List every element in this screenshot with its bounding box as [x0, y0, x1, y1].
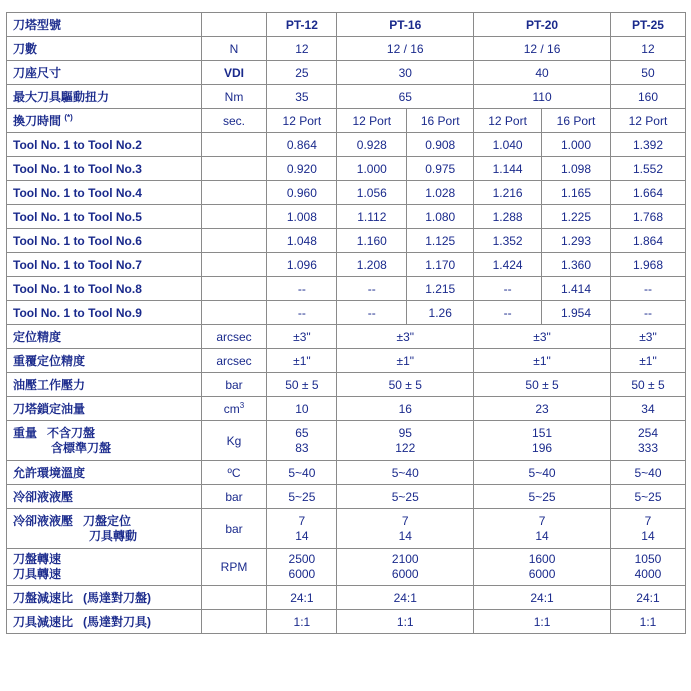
cell: 95 122 — [337, 421, 474, 461]
row-label: 重量 不含刀盤 含標準刀盤 — [7, 421, 202, 461]
cell: 1.000 — [337, 157, 407, 181]
row-label: Tool No. 1 to Tool No.3 — [7, 157, 202, 181]
cell: -- — [337, 277, 407, 301]
table-row — [7, 325, 686, 349]
cell: 0.928 — [337, 133, 407, 157]
cell: 50 ± 5 — [337, 373, 474, 397]
cell: 23 — [474, 397, 611, 421]
cell: -- — [610, 301, 685, 325]
cell: 0.864 — [267, 133, 337, 157]
table-row — [7, 37, 686, 61]
cell: 7 14 — [337, 509, 474, 549]
row-label: 定位精度 — [7, 325, 202, 349]
cell: 1.392 — [610, 133, 685, 157]
cell: 5~25 — [337, 485, 474, 509]
table-row — [7, 61, 686, 85]
row-unit — [201, 301, 267, 325]
cell: 1.028 — [407, 181, 474, 205]
row-label: Tool No. 1 to Tool No.9 — [7, 301, 202, 325]
row-label: 刀盤轉速 刀具轉速 — [7, 549, 202, 586]
row-label: 換刀時間 (*) — [7, 109, 202, 133]
cell: 50 ± 5 — [267, 373, 337, 397]
footnote-mark: (*) — [64, 113, 73, 122]
cell: ±3" — [337, 325, 474, 349]
unit-superscript: 3 — [239, 401, 245, 410]
cell: 1:1 — [267, 610, 337, 634]
table-row — [7, 133, 686, 157]
cell: 65 — [337, 85, 474, 109]
cell: 12 Port — [337, 109, 407, 133]
cell: -- — [267, 301, 337, 325]
row-label: Tool No. 1 to Tool No.5 — [7, 205, 202, 229]
table-row — [7, 349, 686, 373]
spec-table — [6, 12, 686, 634]
cell: 1.098 — [542, 157, 611, 181]
row-label: 刀數 — [7, 37, 202, 61]
cell: 12 Port — [610, 109, 685, 133]
cell: 30 — [337, 61, 474, 85]
cell: 1.170 — [407, 253, 474, 277]
row-unit: RPM — [201, 549, 267, 586]
cell: ±3" — [610, 325, 685, 349]
table-row — [7, 253, 686, 277]
cell: 1:1 — [337, 610, 474, 634]
row-label: 油壓工作壓力 — [7, 373, 202, 397]
cell: 5~40 — [610, 461, 685, 485]
cell: 12 Port — [474, 109, 542, 133]
cell: -- — [474, 277, 542, 301]
cell: 7 14 — [610, 509, 685, 549]
row-unit: Nm — [201, 85, 267, 109]
row-unit — [201, 157, 267, 181]
table-row — [7, 109, 686, 133]
cell: 1.112 — [337, 205, 407, 229]
cell: 5~40 — [474, 461, 611, 485]
row-label: 刀盤減速比 (馬達對刀盤) — [7, 586, 202, 610]
cell: 1.414 — [542, 277, 611, 301]
cell: 16 Port — [542, 109, 611, 133]
cell: ±1" — [610, 349, 685, 373]
model-pt20: PT-20 — [474, 13, 611, 37]
cell: 1.008 — [267, 205, 337, 229]
row-label: 刀塔鎖定油量 — [7, 397, 202, 421]
cell: 7 14 — [474, 509, 611, 549]
cell: 1.26 — [407, 301, 474, 325]
row-label: Tool No. 1 to Tool No.6 — [7, 229, 202, 253]
cell: 1.664 — [610, 181, 685, 205]
table-row — [7, 461, 686, 485]
cell: 1.000 — [542, 133, 611, 157]
table-row — [7, 301, 686, 325]
cell: 2500 6000 — [267, 549, 337, 586]
row-label: 允許環境溫度 — [7, 461, 202, 485]
cell: 24:1 — [337, 586, 474, 610]
cell: 2100 6000 — [337, 549, 474, 586]
cell: 12 / 16 — [337, 37, 474, 61]
cell: 16 Port — [407, 109, 474, 133]
table-row — [7, 586, 686, 610]
row-unit — [201, 205, 267, 229]
header-label: 刀塔型號 — [7, 13, 202, 37]
table-row — [7, 85, 686, 109]
cell: 5~40 — [337, 461, 474, 485]
row-label: 冷卻液液壓 — [7, 485, 202, 509]
cell: 1.160 — [337, 229, 407, 253]
cell: 151 196 — [474, 421, 611, 461]
cell: 1.165 — [542, 181, 611, 205]
row-unit: $cm^3$ — [201, 397, 267, 421]
table-row — [7, 397, 686, 421]
cell: ±1" — [337, 349, 474, 373]
cell: 65 83 — [267, 421, 337, 461]
model-pt12: PT-12 — [267, 13, 337, 37]
cell: ±1" — [474, 349, 611, 373]
cell: 12 / 16 — [474, 37, 611, 61]
row-unit: arcsec — [201, 349, 267, 373]
cell: 0.908 — [407, 133, 474, 157]
table-row — [7, 610, 686, 634]
cell: 1.288 — [474, 205, 542, 229]
row-label: Tool No. 1 to Tool No.2 — [7, 133, 202, 157]
cell: 1.040 — [474, 133, 542, 157]
cell: 50 ± 5 — [474, 373, 611, 397]
cell: 35 — [267, 85, 337, 109]
cell: 5~25 — [610, 485, 685, 509]
cell: 24:1 — [474, 586, 611, 610]
cell: 1.208 — [337, 253, 407, 277]
cell: 1.144 — [474, 157, 542, 181]
cell: 5~25 — [267, 485, 337, 509]
table-row — [7, 509, 686, 549]
cell: 10 — [267, 397, 337, 421]
cell: 12 — [610, 37, 685, 61]
cell: 1.125 — [407, 229, 474, 253]
cell: 1:1 — [610, 610, 685, 634]
table-row — [7, 229, 686, 253]
row-unit — [201, 181, 267, 205]
cell: 1.424 — [474, 253, 542, 277]
cell: 1.056 — [337, 181, 407, 205]
cell: 110 — [474, 85, 611, 109]
row-label: 最大刀具驅動扭力 — [7, 85, 202, 109]
row-unit — [201, 133, 267, 157]
row-unit: bar — [201, 373, 267, 397]
cell: 1.552 — [610, 157, 685, 181]
cell: -- — [337, 301, 407, 325]
cell: 12 — [267, 37, 337, 61]
table-row — [7, 205, 686, 229]
cell: 7 14 — [267, 509, 337, 549]
cell: ±3" — [474, 325, 611, 349]
cell: 1.968 — [610, 253, 685, 277]
cell: -- — [474, 301, 542, 325]
row-unit: ºC — [201, 461, 267, 485]
cell: 24:1 — [610, 586, 685, 610]
row-unit: N — [201, 37, 267, 61]
cell: ±3" — [267, 325, 337, 349]
cell: 1.954 — [542, 301, 611, 325]
table-row — [7, 277, 686, 301]
cell: 40 — [474, 61, 611, 85]
cell: -- — [267, 277, 337, 301]
table-row — [7, 549, 686, 586]
table-row — [7, 421, 686, 461]
cell: 1600 6000 — [474, 549, 611, 586]
table-row — [7, 485, 686, 509]
row-label: 刀座尺寸 — [7, 61, 202, 85]
cell: 160 — [610, 85, 685, 109]
cell: 1.225 — [542, 205, 611, 229]
row-unit — [201, 229, 267, 253]
cell: 1.352 — [474, 229, 542, 253]
cell: ±1" — [267, 349, 337, 373]
header-unit — [201, 13, 267, 37]
row-label: Tool No. 1 to Tool No.8 — [7, 277, 202, 301]
cell: 0.975 — [407, 157, 474, 181]
cell: 25 — [267, 61, 337, 85]
model-pt16: PT-16 — [337, 13, 474, 37]
cell: 1.293 — [542, 229, 611, 253]
cell: 1.096 — [267, 253, 337, 277]
table-row — [7, 157, 686, 181]
row-label: 重覆定位精度 — [7, 349, 202, 373]
row-label: Tool No. 1 to Tool No.7 — [7, 253, 202, 277]
cell: 1050 4000 — [610, 549, 685, 586]
cell: 1.080 — [407, 205, 474, 229]
model-pt25: PT-25 — [610, 13, 685, 37]
cell: 254 333 — [610, 421, 685, 461]
cell: 1.864 — [610, 229, 685, 253]
row-label: 冷卻液液壓 刀盤定位 刀具轉動 — [7, 509, 202, 549]
row-unit: arcsec — [201, 325, 267, 349]
cell: 24:1 — [267, 586, 337, 610]
cell: 5~25 — [474, 485, 611, 509]
row-unit: bar — [201, 509, 267, 549]
table-row — [7, 373, 686, 397]
cell: 1.360 — [542, 253, 611, 277]
row-unit: VDI — [201, 61, 267, 85]
cell: 5~40 — [267, 461, 337, 485]
table-row — [7, 181, 686, 205]
cell: 34 — [610, 397, 685, 421]
row-label: Tool No. 1 to Tool No.4 — [7, 181, 202, 205]
cell: 0.960 — [267, 181, 337, 205]
cell: 12 Port — [267, 109, 337, 133]
row-unit — [201, 610, 267, 634]
row-unit — [201, 253, 267, 277]
cell: 0.920 — [267, 157, 337, 181]
cell: 1.215 — [407, 277, 474, 301]
cell: 1.768 — [610, 205, 685, 229]
cell: 1:1 — [474, 610, 611, 634]
row-label: 刀具減速比 (馬達對刀具) — [7, 610, 202, 634]
row-unit: Kg — [201, 421, 267, 461]
cell: -- — [610, 277, 685, 301]
cell: 1.048 — [267, 229, 337, 253]
cell: 1.216 — [474, 181, 542, 205]
row-unit: sec. — [201, 109, 267, 133]
row-unit: bar — [201, 485, 267, 509]
header-row — [7, 13, 686, 37]
cell: 50 ± 5 — [610, 373, 685, 397]
cell: 50 — [610, 61, 685, 85]
row-unit — [201, 586, 267, 610]
row-unit — [201, 277, 267, 301]
cell: 16 — [337, 397, 474, 421]
